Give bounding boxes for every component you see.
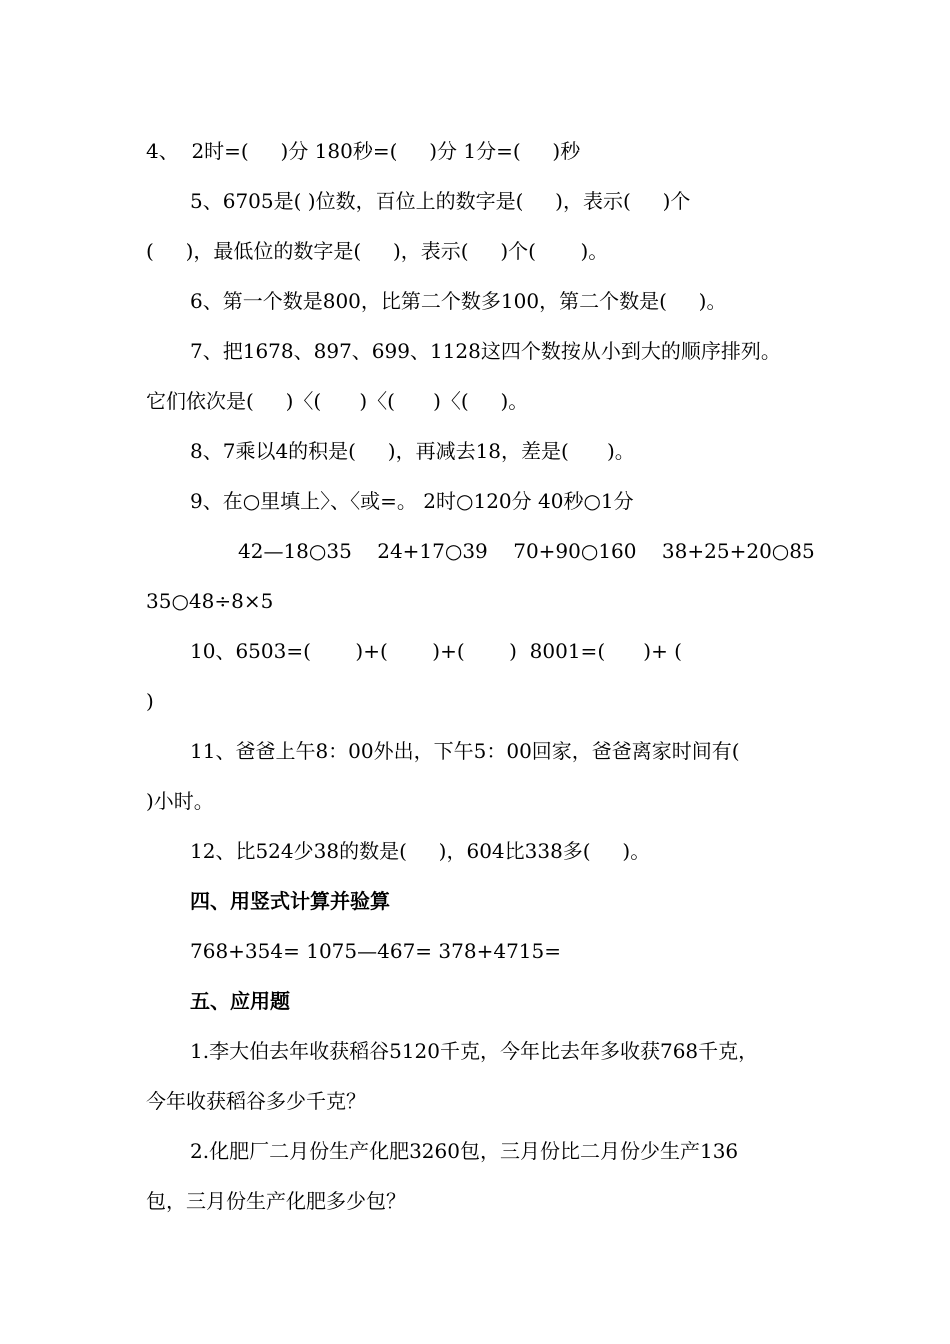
question-7-line-2: 它们依次是( )〈( )〈( )〈( )。 (146, 389, 529, 413)
question-4: 4、 2时=( )分 180秒=( )分 1分=( )秒 (146, 139, 581, 163)
section-5-heading: 五、应用题 (190, 989, 290, 1013)
word-problem-2-line-1: 2.化肥厂二月份生产化肥3260包，三月份比二月份少生产136 (190, 1139, 739, 1163)
question-9-line-3: 35○48÷8×5 (146, 589, 274, 613)
section-4-problems: 768+354= 1075—467= 378+4715= (190, 939, 561, 963)
question-12: 12、比524少38的数是( )，604比338多( )。 (190, 839, 651, 863)
question-5-line-2: ( )，最低位的数字是( )，表示( )个( )。 (146, 239, 609, 263)
word-problem-1-line-2: 今年收获稻谷多少千克？ (146, 1089, 366, 1113)
question-7-line-1: 7、把1678、897、699、1128这四个数按从小到大的顺序排列。 (190, 339, 781, 363)
word-problem-2-line-2: 包，三月份生产化肥多少包？ (146, 1189, 406, 1213)
question-9-line-2: 42—18○35 24+17○39 70+90○160 38+25+20○85 (238, 539, 815, 563)
question-10-line-1: 10、6503=( )+( )+( ) 8001=( )+ ( (190, 639, 682, 663)
question-9-line-1: 9、在○里填上〉、〈或=。 2时○120分 40秒○1分 (190, 489, 634, 513)
section-4-heading: 四、用竖式计算并验算 (190, 889, 390, 913)
question-8: 8、7乘以4的积是( )，再减去18，差是( )。 (190, 439, 635, 463)
question-11-line-1: 11、爸爸上午8：00外出，下午5：00回家，爸爸离家时间有( (190, 739, 740, 763)
question-11-line-2: )小时。 (146, 789, 214, 813)
question-10-line-2: ) (146, 689, 154, 713)
question-6: 6、第一个数是800，比第二个数多100，第二个数是( )。 (190, 289, 727, 313)
question-5-line-1: 5、6705是( )位数，百位上的数字是( )，表示( )个 (190, 189, 691, 213)
word-problem-1-line-1: 1.李大伯去年收获稻谷5120千克，今年比去年多收获768千克， (190, 1039, 759, 1063)
